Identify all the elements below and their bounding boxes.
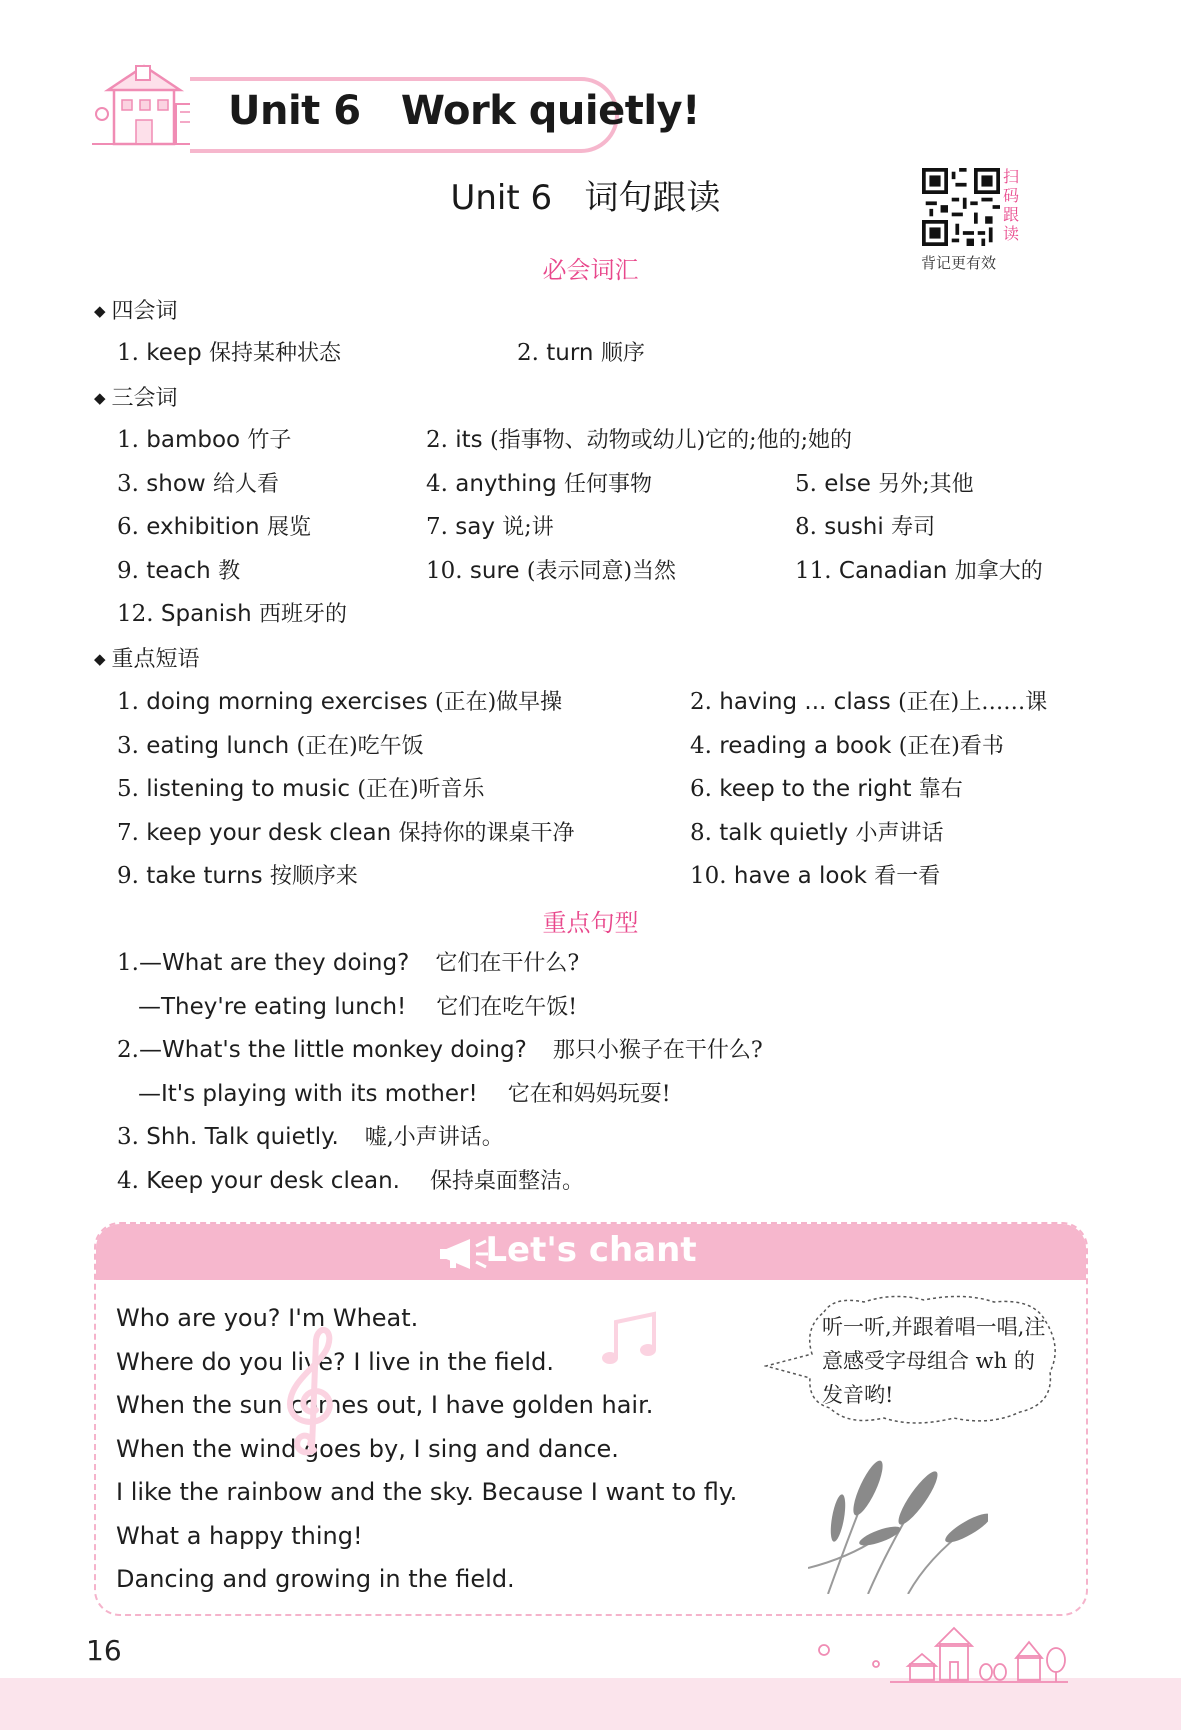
item-english: turn	[546, 340, 594, 366]
vocab-item	[117, 510, 311, 541]
vocab-item	[795, 510, 935, 541]
vocab-item	[426, 423, 852, 454]
item-chinese: 那只小猴子在干什么?	[552, 1038, 763, 1063]
item-chinese: (正在)吃午饭	[296, 734, 424, 759]
item-english: have a look	[733, 863, 867, 889]
item-chinese: (正在)听音乐	[357, 777, 485, 802]
item-chinese: 小声讲话	[855, 821, 944, 846]
sentence-item	[117, 1033, 763, 1064]
item-number: 7.	[117, 820, 139, 846]
vocab-item	[117, 423, 291, 454]
phrases-label: ◆ 重点短语	[94, 642, 200, 673]
chant-line: What a happy thing!	[116, 1522, 363, 1550]
vocab-item	[117, 336, 341, 367]
item-number: 9.	[117, 558, 139, 584]
item-chinese: 顺序	[600, 341, 645, 366]
item-chinese: 给人看	[213, 472, 280, 497]
item-english: —They're eating lunch!	[138, 994, 407, 1020]
chant-line: When the wind goes by, I sing and dance.	[116, 1435, 619, 1463]
three-skill-label: ◆ 三会词	[94, 381, 178, 412]
item-english: Shh. Talk quietly.	[146, 1124, 339, 1150]
wheat-image	[808, 1448, 988, 1594]
item-number: 5.	[795, 471, 817, 497]
qr-code-icon[interactable]	[922, 168, 1000, 246]
item-chinese: (正在)看书	[898, 734, 1004, 759]
chant-line: Who are you? I'm Wheat.	[116, 1304, 419, 1332]
item-chinese: 嘘,小声讲话。	[364, 1125, 504, 1150]
chant-tip: 听一听,并跟着唱一唱,注意感受字母组合 wh 的发音哟!	[822, 1315, 1046, 1407]
sentence-item	[138, 990, 577, 1021]
vocab-item	[795, 554, 1043, 585]
item-english: Keep your desk clean.	[146, 1168, 400, 1194]
chant-line: Where do you live? I live in the field.	[116, 1348, 554, 1376]
item-chinese: (表示同意)当然	[526, 559, 677, 584]
item-english: show	[146, 471, 206, 497]
item-chinese: 另外;其他	[878, 472, 974, 497]
item-english: bamboo	[146, 427, 241, 453]
item-english: anything	[455, 471, 557, 497]
item-chinese: (正在)做早操	[435, 690, 563, 715]
qr-caption: 背记更有效	[921, 254, 997, 272]
item-number: 4.	[117, 1168, 139, 1194]
vocab-item	[426, 510, 554, 541]
item-english: keep	[146, 340, 202, 366]
sentence-item	[117, 1164, 584, 1195]
chant-title: Let's chant	[485, 1230, 697, 1270]
item-number: 2.	[517, 340, 539, 366]
item-english: keep to the right	[719, 776, 912, 802]
item-number: 2.	[117, 1037, 139, 1063]
item-number: 1.	[117, 950, 139, 976]
qr-side-char: 码	[1003, 186, 1020, 205]
item-chinese: 靠右	[918, 777, 963, 802]
item-english: —What's the little monkey doing?	[138, 1037, 527, 1063]
sentences-heading: 重点句型	[542, 909, 639, 937]
phrase-item	[690, 859, 940, 890]
item-chinese: 按顺序来	[269, 864, 358, 889]
item-english: listening to music	[146, 776, 351, 802]
item-english: having ... class	[719, 689, 891, 715]
item-english: Canadian	[838, 558, 948, 584]
unit-title: Unit 6 Work quietly!	[228, 88, 700, 134]
phrase-item	[117, 859, 358, 890]
item-english: talk quietly	[719, 820, 849, 846]
item-number: 5.	[117, 776, 139, 802]
qr-side-char: 扫	[1003, 167, 1020, 186]
item-chinese: 保持你的课桌干净	[398, 821, 575, 846]
item-english: —It's playing with its mother!	[138, 1081, 478, 1107]
item-english: doing morning exercises	[146, 689, 428, 715]
phrase-item	[690, 729, 1004, 760]
item-number: 6.	[690, 776, 712, 802]
item-english: take turns	[146, 863, 263, 889]
item-chinese: 它们在吃午饭!	[436, 995, 578, 1020]
section-title-text: Unit 6 词句跟读	[450, 178, 721, 218]
item-number: 7.	[426, 514, 448, 540]
item-chinese: 加拿大的	[954, 559, 1043, 584]
chant-line: I like the rainbow and the sky. Because I want to fly.	[116, 1478, 738, 1506]
chant-line: Dancing and growing in the field.	[116, 1565, 515, 1593]
item-number: 11.	[795, 558, 832, 584]
vocab-item	[117, 597, 347, 628]
item-english: sure	[469, 558, 520, 584]
item-english: say	[455, 514, 495, 540]
item-number: 1.	[117, 340, 139, 366]
item-number: 10.	[690, 863, 727, 889]
item-english: eating lunch	[146, 733, 290, 759]
vocab-item	[117, 554, 240, 585]
vocab-item	[426, 467, 652, 498]
item-chinese: 任何事物	[564, 472, 653, 497]
page-number: 16	[86, 1634, 122, 1667]
item-chinese: 看一看	[874, 864, 941, 889]
item-number: 9.	[117, 863, 139, 889]
item-english: its	[455, 427, 483, 453]
treble-clef-icon	[276, 1320, 346, 1460]
music-note-icon	[600, 1310, 660, 1370]
phrase-item	[117, 816, 575, 847]
item-chinese: 保持某种状态	[208, 341, 341, 366]
item-number: 12.	[117, 601, 154, 627]
item-chinese: 它们在干什么?	[435, 951, 580, 976]
item-chinese: 说;讲	[502, 515, 554, 540]
item-chinese: 展览	[266, 515, 311, 540]
sentence-item	[138, 1077, 671, 1108]
vocab-item	[795, 467, 974, 498]
item-number: 6.	[117, 514, 139, 540]
vocab-item	[117, 467, 279, 498]
item-number: 4.	[426, 471, 448, 497]
item-number: 4.	[690, 733, 712, 759]
item-number: 2.	[690, 689, 712, 715]
item-number: 3.	[117, 733, 139, 759]
vocab-item	[426, 554, 676, 585]
item-number: 10.	[426, 558, 463, 584]
qr-side-char: 读	[1003, 224, 1020, 243]
qr-side-char: 跟	[1003, 205, 1020, 224]
chant-line: When the sun comes out, I have golden hair.	[116, 1391, 654, 1419]
item-english: Spanish	[160, 601, 252, 627]
item-number: 3.	[117, 1124, 139, 1150]
item-english: reading a book	[719, 733, 892, 759]
item-english: else	[824, 471, 871, 497]
item-chinese: (正在)上……课	[898, 690, 1048, 715]
item-english: exhibition	[146, 514, 260, 540]
item-number: 1.	[117, 427, 139, 453]
phrase-item	[117, 772, 485, 803]
vocab-heading: 必会词汇	[542, 256, 639, 284]
phrase-item	[690, 685, 1047, 716]
item-chinese: (指事物、动物或幼儿)它的;他的;她的	[489, 428, 852, 453]
four-skill-label: ◆ 四会词	[94, 294, 178, 325]
item-chinese: 竹子	[247, 428, 292, 453]
phrase-item	[690, 816, 943, 847]
item-number: 8.	[795, 514, 817, 540]
item-english: teach	[146, 558, 211, 584]
vocab-item	[517, 336, 645, 367]
item-english: —What are they doing?	[138, 950, 410, 976]
item-chinese: 它在和妈妈玩耍!	[507, 1082, 671, 1107]
sentence-item	[117, 946, 579, 977]
phrase-item	[117, 685, 562, 716]
phrase-item	[690, 772, 963, 803]
item-english: sushi	[824, 514, 884, 540]
qr-side-label	[1003, 167, 1023, 243]
item-chinese: 西班牙的	[259, 602, 348, 627]
item-english: keep your desk clean	[146, 820, 392, 846]
sentence-item	[117, 1120, 504, 1151]
item-number: 3.	[117, 471, 139, 497]
item-number: 2.	[426, 427, 448, 453]
village-decoration-icon	[810, 1620, 1070, 1690]
item-number: 8.	[690, 820, 712, 846]
item-chinese: 教	[218, 559, 241, 584]
phrase-item	[117, 729, 424, 760]
item-chinese: 寿司	[891, 515, 936, 540]
item-chinese: 保持桌面整洁。	[429, 1169, 584, 1194]
item-number: 1.	[117, 689, 139, 715]
